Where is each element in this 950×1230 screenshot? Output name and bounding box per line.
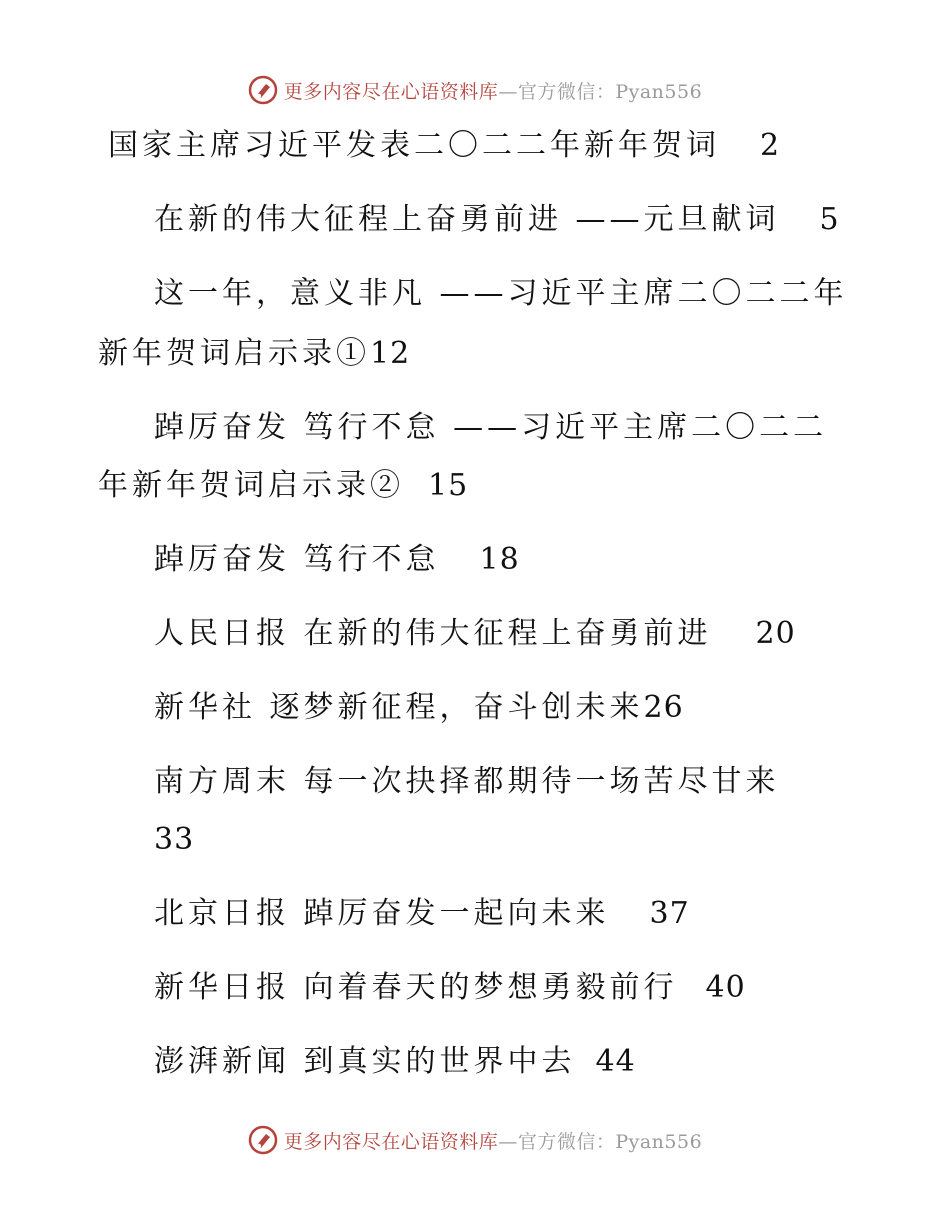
watermark-official-text: —官方微信： [498, 1130, 616, 1153]
toc-entry-page: 12 [370, 336, 411, 371]
toc-entry[interactable] [154, 1042, 636, 1082]
toc-entry-title: 北京日报 踔厉奋发一起向未来 [154, 896, 610, 931]
toc-entry[interactable] [154, 968, 746, 1008]
toc-entry[interactable] [154, 540, 520, 580]
toc-entry[interactable] [154, 274, 848, 314]
toc-entry-page: 15 [428, 468, 469, 503]
watermark-wechat-id: Pyan556 [615, 80, 703, 103]
toc-entry-title: 这一年，意义非凡 ——习近平主席二〇二二年 [154, 276, 848, 311]
watermark-text [284, 1127, 702, 1154]
toc-entry-page: 40 [705, 970, 746, 1005]
toc-entry-page: 26 [643, 690, 684, 725]
watermark-text [284, 77, 702, 104]
toc-entry[interactable] [154, 408, 827, 448]
toc-entry-continuation[interactable] [98, 334, 410, 374]
toc-entry-title: 踔厉奋发 笃行不怠 [154, 542, 440, 577]
toc-entry[interactable] [154, 762, 780, 802]
toc-entry[interactable] [154, 200, 840, 240]
toc-entry[interactable] [154, 688, 684, 728]
toc-entry-title: 新华社 逐梦新征程，奋斗创未来 [154, 690, 644, 725]
toc-entry[interactable] [154, 614, 796, 654]
toc-entry-page: 20 [755, 616, 796, 651]
toc-entry-page: 33 [154, 822, 195, 857]
toc-entry-page: 18 [479, 542, 520, 577]
toc-entry-title: 新华日报 向着春天的梦想勇毅前行 [154, 970, 678, 1005]
toc-entry-title-cont: 新年贺词启示录① [98, 336, 370, 371]
pen-nib-seal-icon [248, 75, 278, 105]
header-watermark [0, 70, 950, 110]
toc-entry-continuation[interactable] [98, 466, 468, 506]
toc-entry-title: 在新的伟大征程上奋勇前进 ——元旦献词 [154, 202, 780, 237]
toc-entry-continuation[interactable] [154, 820, 194, 860]
watermark-site-text: 更多内容尽在心语资料库 [283, 1130, 499, 1153]
toc-entry-page: 44 [595, 1044, 636, 1079]
watermark-wechat-id: Pyan556 [615, 1130, 703, 1153]
toc-entry-title: 国家主席习近平发表二〇二二年新年贺词 [108, 128, 720, 163]
watermark-official-text: —官方微信： [498, 80, 616, 103]
watermark-site-text: 更多内容尽在心语资料库 [283, 80, 499, 103]
toc-entry-title: 南方周末 每一次抉择都期待一场苦尽甘来 [154, 764, 780, 799]
toc-entry-page: 2 [760, 128, 781, 163]
toc-entry-title: 澎湃新闻 到真实的世界中去 [154, 1044, 576, 1079]
toc-entry[interactable] [108, 126, 780, 166]
toc-entry-title-cont: 年新年贺词启示录② [98, 468, 404, 503]
toc-entry[interactable] [154, 894, 690, 934]
toc-entry-title: 踔厉奋发 笃行不怠 ——习近平主席二〇二二 [154, 410, 828, 445]
pen-nib-seal-icon [248, 1125, 278, 1155]
footer-watermark [0, 1120, 950, 1160]
toc-entry-title: 人民日报 在新的伟大征程上奋勇前进 [154, 616, 712, 651]
toc-entry-page: 37 [649, 896, 690, 931]
toc-entry-page: 5 [819, 202, 840, 237]
